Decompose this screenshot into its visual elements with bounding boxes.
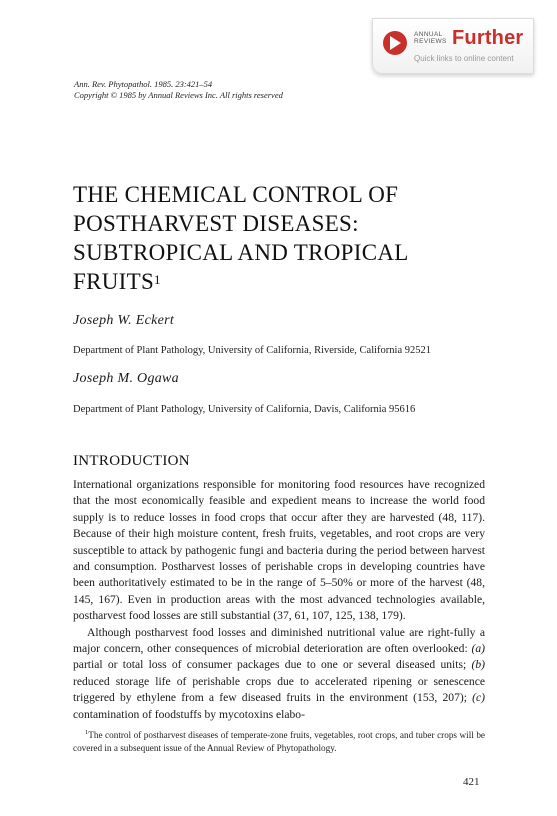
title-line-2: POSTHARVEST DISEASES:	[73, 211, 359, 236]
section-heading: INTRODUCTION	[73, 453, 190, 469]
body-text	[73, 477, 485, 723]
article-title	[73, 180, 473, 296]
badge-further-label: Further	[452, 27, 524, 49]
footnote-marker: 1	[85, 729, 89, 736]
paragraph-1: International organizations responsible for monitoring food resources have recognized that the most economically feasible and expedient means to increase the world food supply is to reduce losses in food crops that occur after they are harvested (48, 117). Because of their high moisture content, fresh fruits, vegetables, and root crops are very susceptible to attack by pathogenic fungi and bacteria during the period between harvest and consumption. Postharvest losses of perishable crops in developing countries have been authoritatively estimated to be in the range of 5–50% or more of the harvest (48, 145, 167). Even in production areas with the most advanced technologies available, postharvest food losses are still substantial (37, 61, 107, 125, 138, 179).	[73, 478, 485, 623]
badge-tagline: Quick links to online content	[414, 54, 514, 63]
title-footnote-marker: 1	[154, 272, 161, 287]
page-number: 421	[463, 776, 480, 788]
author-affiliation-2: Department of Plant Pathology, University of California, Davis, California 95616	[73, 404, 416, 415]
journal-citation	[74, 79, 283, 101]
author-affiliation-1: Department of Plant Pathology, University of California, Riverside, California 92521	[73, 345, 431, 356]
citation-line-2: Copyright © 1985 by Annual Reviews Inc. All rights reserved	[74, 90, 283, 100]
footnote-text: The control of postharvest diseases of temperate-zone fruits, vegetables, root crops, and tuber crops will be covered in a subsequent issue of the Annual Review of Phytopathology.	[73, 730, 485, 754]
title-line-4: FRUITS	[73, 269, 155, 294]
citation-line-1: Ann. Rev. Phytopathol. 1985. 23:421–54	[74, 79, 213, 89]
badge-annual-reviews-label: ANNUAL REVIEWS	[414, 31, 447, 45]
annual-reviews-logo-icon	[383, 31, 407, 55]
further-links-badge[interactable]	[372, 18, 534, 74]
author-name-2: Joseph M. Ogawa	[73, 371, 179, 386]
title-line-1: THE CHEMICAL CONTROL OF	[73, 182, 399, 207]
author-name-1: Joseph W. Eckert	[73, 313, 175, 328]
title-line-3: SUBTROPICAL AND TROPICAL	[73, 240, 409, 265]
paragraph-2: Although postharvest food losses and diminished nutritional value are right-fully a major concern, other consequences of microbial deterioration are often overlooked: (a) partial or total loss of consumer packages due to one or several diseased units; (b) reduced storage life of perishable crops due to accelerated ripening or senescence triggered by ethylene from a few diseased fruits in the environment (153, 207); (c) contamination of foodstuffs by mycotoxins elabo-	[73, 625, 485, 721]
footnote	[73, 726, 485, 755]
